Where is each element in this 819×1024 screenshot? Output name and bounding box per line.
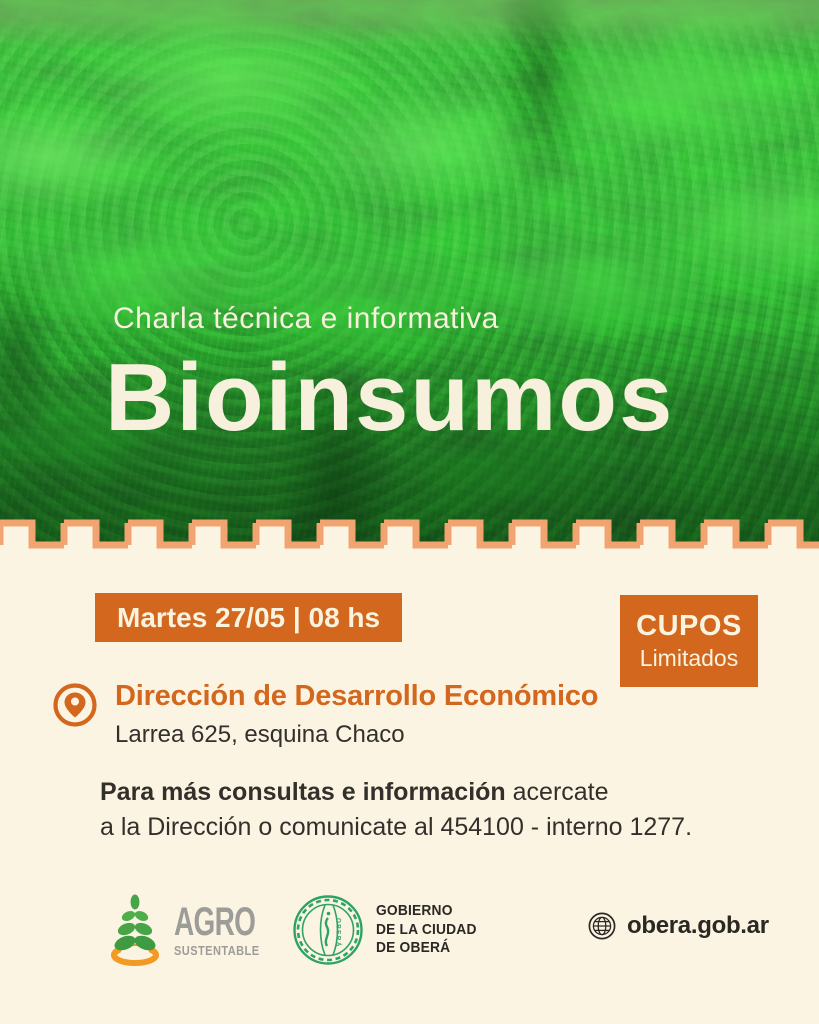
- gov-line1: GOBIERNO: [376, 901, 453, 919]
- date-time-badge: Martes 27/05 | 08 hs: [95, 593, 402, 642]
- contact-info-line1: [100, 775, 692, 810]
- cupos-label: CUPOS: [636, 610, 742, 642]
- obera-government-logo: [292, 894, 485, 966]
- contact-info-line2: a la Dirección o comunicate al 454100 - interno 1277.: [100, 813, 693, 841]
- website-row: [588, 912, 769, 940]
- obera-seal-icon: [292, 894, 364, 966]
- location-address: Larrea 625, esquina Chaco: [115, 721, 405, 748]
- agro-subtitle: SUSTENTABLE: [174, 942, 260, 958]
- castellated-divider: [0, 514, 819, 560]
- contact-info-bold: Para más consultas e información: [100, 778, 506, 806]
- event-title: Bioinsumos: [105, 344, 675, 451]
- website-url: obera.gob.ar: [627, 912, 769, 939]
- agro-sustentable-logo: [108, 893, 290, 967]
- location-block: [52, 680, 598, 749]
- details-section: [0, 560, 819, 1024]
- gov-line3: DE OBERÁ: [376, 939, 451, 957]
- limitados-label: Limitados: [639, 645, 739, 671]
- location-pin-icon: [52, 682, 98, 728]
- contact-info-rest: acercate: [505, 778, 609, 806]
- location-name: Dirección de Desarrollo Económico: [115, 680, 599, 712]
- contact-info: [100, 775, 692, 845]
- event-kicker: Charla técnica e informativa: [113, 302, 499, 335]
- globe-icon: [588, 912, 616, 940]
- limited-spots-badge: [620, 595, 758, 687]
- gov-line2: DE LA CIUDAD: [376, 920, 477, 938]
- sprout-icon: [108, 893, 164, 967]
- seal-text: OBERÁ: [334, 918, 342, 948]
- agro-title: AGRO: [174, 899, 256, 944]
